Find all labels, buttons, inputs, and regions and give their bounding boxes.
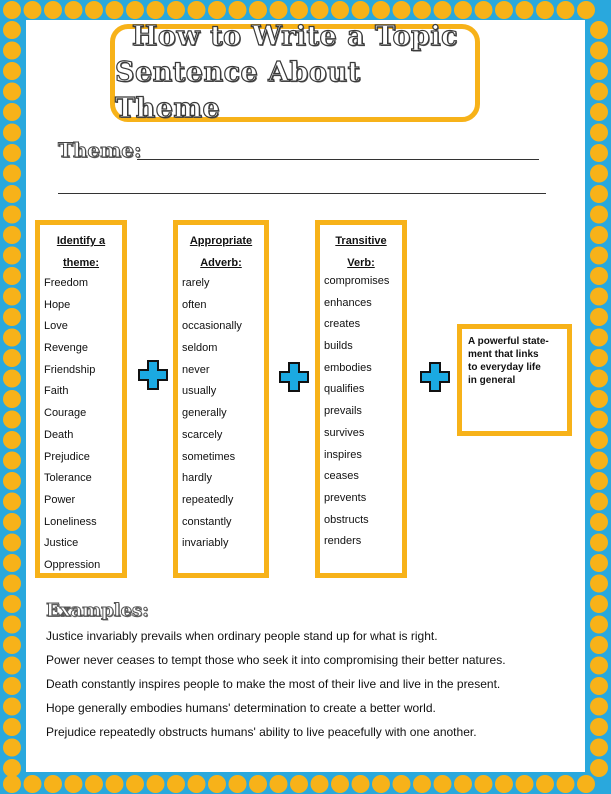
sun-dot-icon [590,144,608,162]
sun-dot-icon [106,1,124,19]
sun-dot-icon [590,739,608,757]
list-item: never [182,363,210,376]
sun-dot-icon [3,718,21,736]
example-sentence: Hope generally embodies humans' determination to create a better world. [46,701,436,715]
adverb-list [182,273,242,555]
list-item: creates [324,318,361,331]
list-item: constantly [182,515,232,528]
list-item: Courage [44,407,87,420]
theme-label: Theme: [58,138,142,162]
list-item: Death [44,428,74,441]
adverb-column-box [173,220,269,578]
sun-dot-icon [590,575,608,593]
sun-dot-icon [454,1,472,19]
adverb-column-header-line-2: Adverb: [200,257,242,269]
plus-icon [138,360,168,390]
sun-dot-icon [590,677,608,695]
list-item: obstructs [324,513,369,526]
sun-dot-icon [3,493,21,511]
sun-dot-icon [590,759,608,777]
sun-dot-icon [393,1,411,19]
list-item: occasionally [182,320,242,333]
examples-list [46,624,561,744]
sun-dot-icon [3,739,21,757]
sun-dot-icon [3,226,21,244]
list-item: hardly [182,472,212,485]
result-text-line-2: ment that links [468,349,539,360]
sun-dot-icon [590,288,608,306]
sun-dot-icon [3,370,21,388]
title-box [110,21,480,124]
sun-dot-icon [590,595,608,613]
list-item: qualifies [324,383,365,396]
sun-dot-icon [413,775,431,793]
sun-dot-icon [3,636,21,654]
sun-dot-icon [188,1,206,19]
sun-dot-icon [208,775,226,793]
sun-dot-icon [372,1,390,19]
sun-dot-icon [590,329,608,347]
list-item: often [182,298,207,311]
result-text-line-3: to everyday life [468,362,541,373]
sun-dot-icon [85,775,103,793]
sun-dot-icon [65,1,83,19]
sun-dot-icon [3,103,21,121]
sun-dot-icon [577,1,595,19]
list-item: survives [324,426,365,439]
list-item: Love [44,320,68,333]
list-item: seldom [182,342,218,355]
sun-dot-icon [167,775,185,793]
sun-dot-icon [3,247,21,265]
sun-dot-icon [3,1,21,19]
sun-dot-icon [249,1,267,19]
sun-dot-icon [590,431,608,449]
sun-dot-icon [590,411,608,429]
sun-dot-icon [270,1,288,19]
sun-dot-icon [3,472,21,490]
sun-dot-icon [590,226,608,244]
sun-dot-icon [3,329,21,347]
sun-dot-icon [3,185,21,203]
list-item: Power [44,493,76,506]
sun-dot-icon [475,775,493,793]
sun-dot-icon [147,1,165,19]
list-item: scarcely [182,428,223,441]
list-item: Prejudice [44,450,90,463]
sun-dot-icon [413,1,431,19]
sun-dot-icon [44,1,62,19]
adverb-column-header-line-1: Appropriate [189,235,253,247]
sun-dot-icon [372,775,390,793]
sun-dot-icon [590,349,608,367]
list-item: prevents [324,491,367,504]
sun-dot-icon [590,165,608,183]
sun-dot-icon [3,657,21,675]
sun-dot-icon [3,42,21,60]
list-item: enhances [324,296,372,309]
result-text-line-1: A powerful state- [468,336,549,347]
title-line-2: Sentence About Theme [115,57,361,124]
sun-dot-icon [270,775,288,793]
theme-column-header [40,230,122,274]
sun-dot-icon [516,775,534,793]
sun-dot-icon [3,698,21,716]
sun-dot-icon [3,411,21,429]
sun-dot-icon [3,83,21,101]
verb-column-box [315,220,407,578]
sun-dot-icon [454,775,472,793]
sun-dot-icon [126,1,144,19]
sun-dot-icon [3,452,21,470]
sun-dot-icon [577,775,595,793]
sun-dot-icon [590,21,608,39]
list-item: ceases [324,470,359,483]
list-item: Loneliness [44,515,97,528]
sun-dot-icon [44,775,62,793]
sun-dot-icon [495,1,513,19]
plus-icon [420,362,450,392]
sun-dot-icon [126,775,144,793]
list-item: prevails [324,405,362,418]
theme-blank-line-1 [137,159,539,160]
sun-dot-icon [352,775,370,793]
theme-column-header-line-2: theme: [62,257,100,269]
sun-dot-icon [590,472,608,490]
sun-dot-icon [3,390,21,408]
sun-dot-icon [590,698,608,716]
sun-dot-icon [3,759,21,777]
example-sentence: Death constantly inspires people to make the most of their live and live in the present. [46,677,501,691]
sun-dot-icon [3,775,21,793]
sun-dot-icon [290,1,308,19]
sun-dot-icon [290,775,308,793]
sun-dot-icon [3,595,21,613]
list-item: repeatedly [182,493,234,506]
result-text-line-4: in general [468,375,516,386]
sun-dot-icon [590,370,608,388]
sun-dot-icon [188,775,206,793]
example-sentence: Justice invariably prevails when ordinary people stand up for what is right. [46,629,438,643]
list-item: Friendship [44,363,96,376]
sun-dot-icon [167,1,185,19]
sun-dot-icon [3,62,21,80]
list-item: Tolerance [44,472,92,485]
sun-dot-icon [3,288,21,306]
list-item: generally [182,407,227,420]
list-item: renders [324,535,362,548]
example-sentence: Power never ceases to tempt those who seek it into compromising their better natures. [46,653,506,667]
list-item: invariably [182,537,229,550]
list-item: rarely [182,277,210,289]
sun-dot-icon [3,267,21,285]
sun-dot-icon [3,431,21,449]
sun-dot-icon [352,1,370,19]
verb-column-header [320,230,402,274]
theme-blank-line-2 [58,193,546,194]
sun-dot-icon [229,775,247,793]
sun-dot-icon [3,616,21,634]
sun-dot-icon [229,1,247,19]
sun-dot-icon [557,1,575,19]
sun-dot-icon [311,775,329,793]
sun-dot-icon [3,513,21,531]
list-item: builds [324,340,353,353]
theme-list [44,273,100,577]
sun-dot-icon [3,124,21,142]
sun-dot-icon [590,493,608,511]
sun-dot-icon [106,775,124,793]
verb-column-header-line-2: Verb: [347,257,375,269]
plus-icon [279,362,309,392]
sun-dot-icon [3,554,21,572]
sun-dot-icon [3,165,21,183]
sun-dot-icon [475,1,493,19]
sun-dot-icon [590,267,608,285]
list-item: Faith [44,385,69,398]
sun-dot-icon [590,103,608,121]
list-item: compromises [324,275,390,287]
sun-dot-icon [590,636,608,654]
sun-dot-icon [147,775,165,793]
sun-dot-icon [590,513,608,531]
sun-dot-icon [3,349,21,367]
verb-column-header-line-1: Transitive [335,235,387,247]
sun-dot-icon [3,21,21,39]
list-item: Justice [44,537,79,550]
sun-dot-icon [590,452,608,470]
sun-dot-icon [331,775,349,793]
theme-column-box [35,220,127,578]
sun-dot-icon [590,308,608,326]
sun-dot-icon [557,775,575,793]
sun-dot-icon [24,775,42,793]
sun-dot-icon [434,1,452,19]
sun-dot-icon [590,42,608,60]
sun-dot-icon [3,144,21,162]
sun-dot-icon [536,1,554,19]
sun-dot-icon [590,554,608,572]
sun-dot-icon [208,1,226,19]
sun-dot-icon [393,775,411,793]
list-item: Freedom [44,277,89,289]
list-item: Hope [44,298,71,311]
verb-list [324,271,389,553]
result-box [457,324,572,436]
sun-dot-icon [590,185,608,203]
list-item: Oppression [44,558,101,571]
sun-dot-icon [590,247,608,265]
examples-label: Examples: [46,600,149,621]
sun-dot-icon [590,206,608,224]
list-item: embodies [324,361,372,374]
list-item: Revenge [44,342,89,355]
sun-dot-icon [3,677,21,695]
adverb-column-header [178,230,264,274]
sun-dot-icon [85,1,103,19]
sun-dot-icon [536,775,554,793]
sun-dot-icon [516,1,534,19]
sun-dot-icon [65,775,83,793]
list-item: inspires [324,448,362,461]
sun-dot-icon [3,534,21,552]
sun-dot-icon [590,390,608,408]
list-item: sometimes [182,450,236,463]
sun-dot-icon [3,575,21,593]
sun-dot-icon [590,124,608,142]
title-line-1: How to Write a Topic [131,21,459,52]
example-sentence: Prejudice repeatedly obstructs humans' ability to live peacefully with one another. [46,725,477,739]
sun-dot-icon [249,775,267,793]
sun-dot-icon [3,308,21,326]
sun-dot-icon [331,1,349,19]
sun-dot-icon [590,718,608,736]
sun-dot-icon [24,1,42,19]
sun-dot-icon [590,657,608,675]
theme-column-header-line-1: Identify a [56,235,106,247]
list-item: usually [182,385,217,398]
sun-dot-icon [495,775,513,793]
sun-dot-icon [590,616,608,634]
sun-dot-icon [311,1,329,19]
sun-dot-icon [3,206,21,224]
sun-dot-icon [590,534,608,552]
sun-dot-icon [434,775,452,793]
sun-dot-icon [590,62,608,80]
sun-dot-icon [590,83,608,101]
